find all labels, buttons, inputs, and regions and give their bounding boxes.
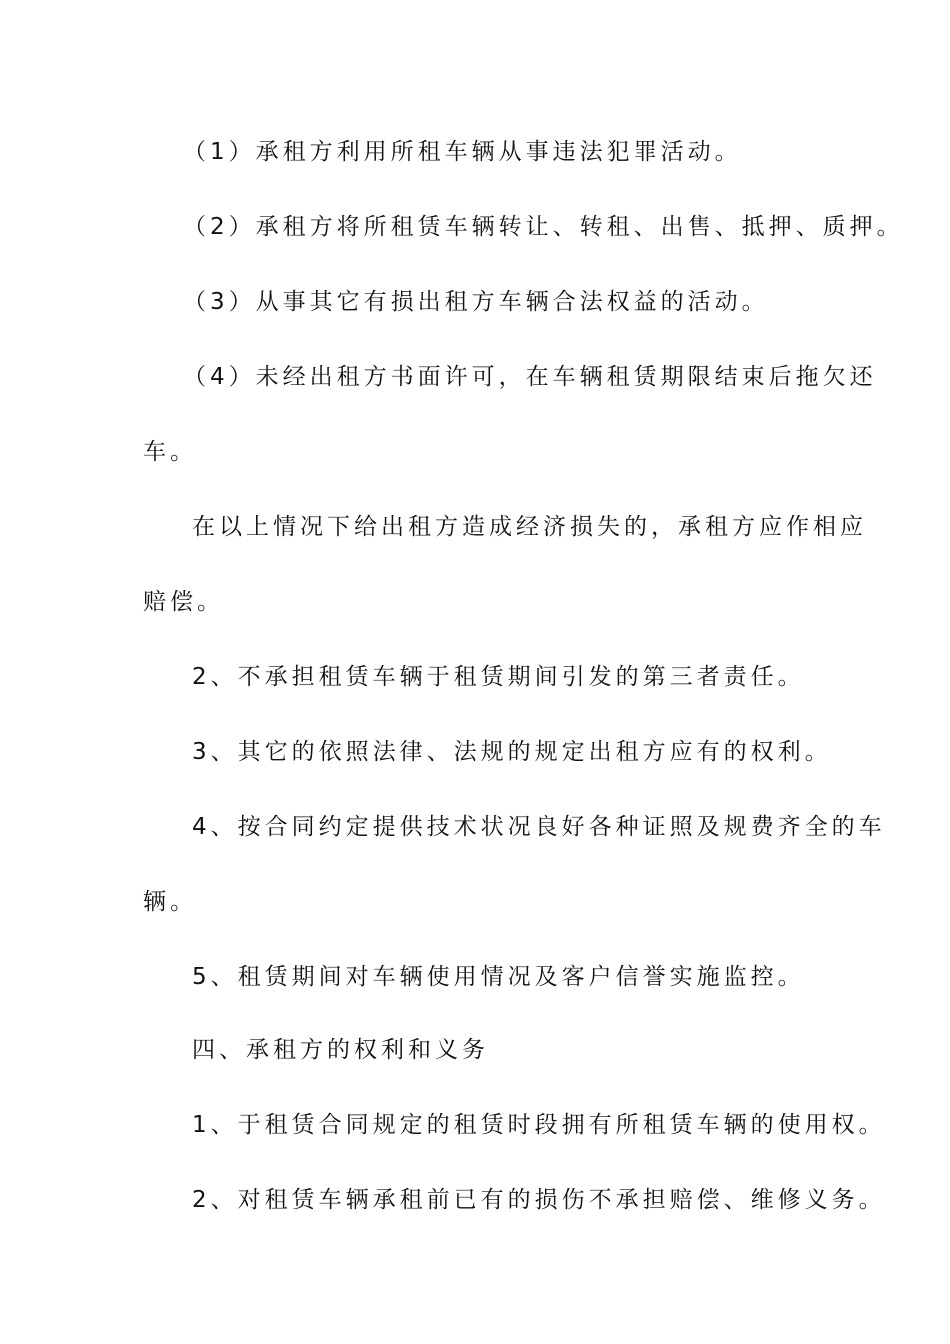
paragraph-line: 车。 [143, 439, 197, 465]
paragraph-line: （4）未经出租方书面许可，在车辆租赁期限结束后拖欠还 [183, 364, 877, 390]
paragraph-line: 4、按合同约定提供技术状况良好各种证照及规费齐全的车 [192, 814, 886, 840]
paragraph-line: 3、其它的依照法律、法规的规定出租方应有的权利。 [192, 739, 832, 765]
paragraph-line: （1）承租方利用所租车辆从事违法犯罪活动。 [183, 139, 742, 165]
paragraph-line: 在以上情况下给出租方造成经济损失的，承租方应作相应 [192, 514, 867, 540]
paragraph-line: 辆。 [143, 889, 197, 915]
paragraph-line: 5、租赁期间对车辆使用情况及客户信誉实施监控。 [192, 964, 805, 990]
section-heading: 四、承租方的权利和义务 [192, 1037, 489, 1063]
paragraph-line: （2）承租方将所租赁车辆转让、转租、出售、抵押、质押。 [183, 214, 904, 240]
paragraph-line: 赔偿。 [143, 589, 224, 615]
paragraph-line: 2、对租赁车辆承租前已有的损伤不承担赔偿、维修义务。 [192, 1187, 886, 1213]
paragraph-line: （3）从事其它有损出租方车辆合法权益的活动。 [183, 289, 769, 315]
paragraph-line: 1、于租赁合同规定的租赁时段拥有所租赁车辆的使用权。 [192, 1112, 886, 1138]
paragraph-line: 2、不承担租赁车辆于租赁期间引发的第三者责任。 [192, 664, 805, 690]
